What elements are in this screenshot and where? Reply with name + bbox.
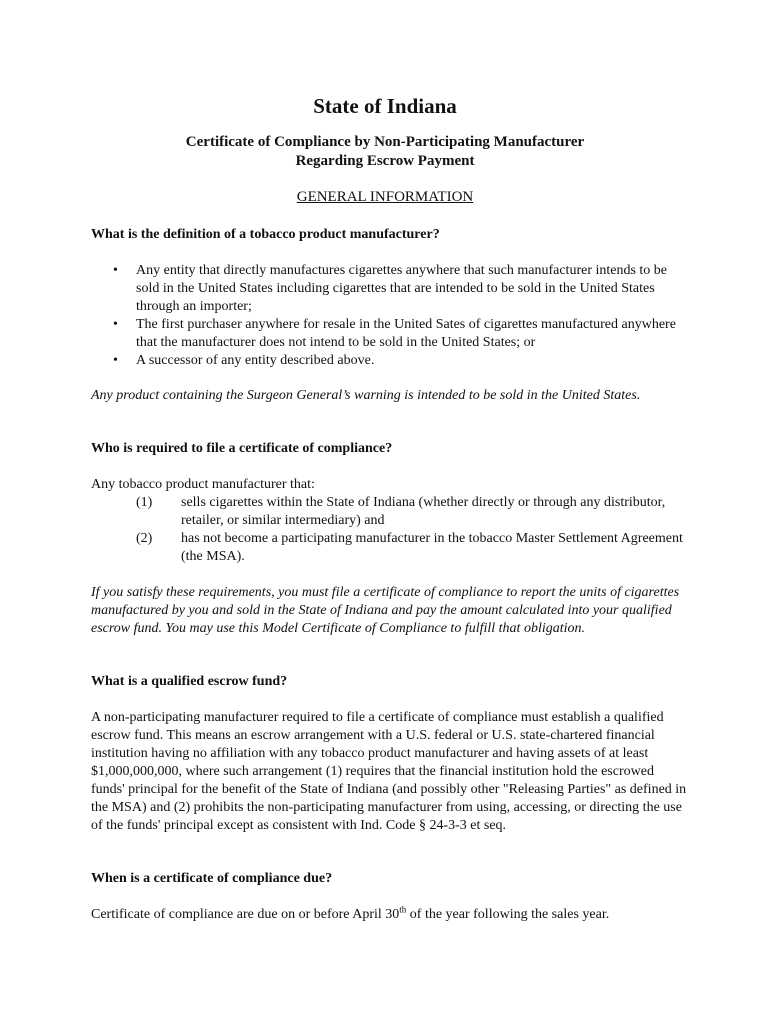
page-title: State of Indiana [313, 94, 457, 118]
list-item-text: Any entity that directly manufactures cigarettes anywhere that such manufacturer intends to be sold in the United States including cigarettes that are intended to be sold in the United States through an importer; [136, 263, 668, 314]
question-2-heading: Who is required to file a certificate of compliance? [91, 441, 393, 456]
list-item [91, 494, 691, 530]
list-item-text: A successor of any entity described above. [136, 353, 375, 368]
list-item [91, 352, 691, 370]
due-date-paragraph [91, 906, 691, 924]
surgeon-general-note: Any product containing the Surgeon General’s warning is intended to be sold in the United States. [91, 388, 641, 403]
bullet-marker: • [113, 263, 118, 278]
due-date-text-end: of the year following the sales year. [406, 907, 610, 922]
subtitle-line-2: Regarding Escrow Payment [295, 153, 475, 169]
subtitle-line-1: Certificate of Compliance by Non-Participating Manufacturer [185, 134, 585, 150]
list-item [91, 530, 691, 566]
question-3-heading: What is a qualified escrow fund? [91, 674, 288, 689]
ordinal-suffix: th [399, 904, 407, 915]
document-subtitle [0, 133, 770, 171]
list-item-number: (2) [136, 531, 153, 546]
list-item-number: (1) [136, 495, 153, 510]
requirements-note: If you satisfy these requirements, you must file a certificate of compliance to report the units of cigarettes manufactured by you and sold in the State of Indiana and pay the amount calculated into your qualified escrow fund. You may use this Model Certificate of Compliance to fulfill that obligation. [91, 585, 680, 636]
bullet-marker: • [113, 317, 118, 332]
list-item [91, 316, 691, 352]
requirement-numbered-list [91, 494, 691, 566]
list-item-text: has not become a participating manufacturer in the tobacco Master Settlement Agreement (the MSA). [181, 531, 683, 564]
question-2-intro: Any tobacco product manufacturer that: [91, 477, 315, 492]
due-date-text-start: Certificate of compliance are due on or before April 30 [91, 907, 400, 922]
escrow-fund-paragraph: A non-participating manufacturer required to file a certificate of compliance must establish a qualified escrow fund. This means an escrow arrangement with a U.S. federal or U.S. state-chartered financial institution having no affiliation with any tobacco product manufacturer and having assets of at least $1,000,000,000, where such arrangement (1) requires that the financial institution hold the escrowed funds' principal for the benefit of the State of Indiana (and possibly other "Releasing Parties" as defined in the MSA) and (2) prohibits the non-participating manufacturer from using, accessing, or directing the use of the funds' principal except as consistent with Ind. Code § 24-3-3 et seq. [91, 710, 687, 833]
list-item-text: The first purchaser anywhere for resale in the United Sates of cigarettes manufactured anywhere that the manufacturer does not intend to be sold in the United States; or [136, 317, 676, 350]
question-4-heading: When is a certificate of compliance due? [91, 871, 333, 886]
list-item [91, 262, 691, 316]
bullet-marker: • [113, 353, 118, 368]
definition-bullet-list [91, 262, 691, 370]
list-item-text: sells cigarettes within the State of Indiana (whether directly or through any distributor, retailer, or similar intermediary) and [181, 495, 666, 528]
section-heading: GENERAL INFORMATION [296, 189, 474, 205]
question-1-heading: What is the definition of a tobacco product manufacturer? [91, 227, 440, 242]
